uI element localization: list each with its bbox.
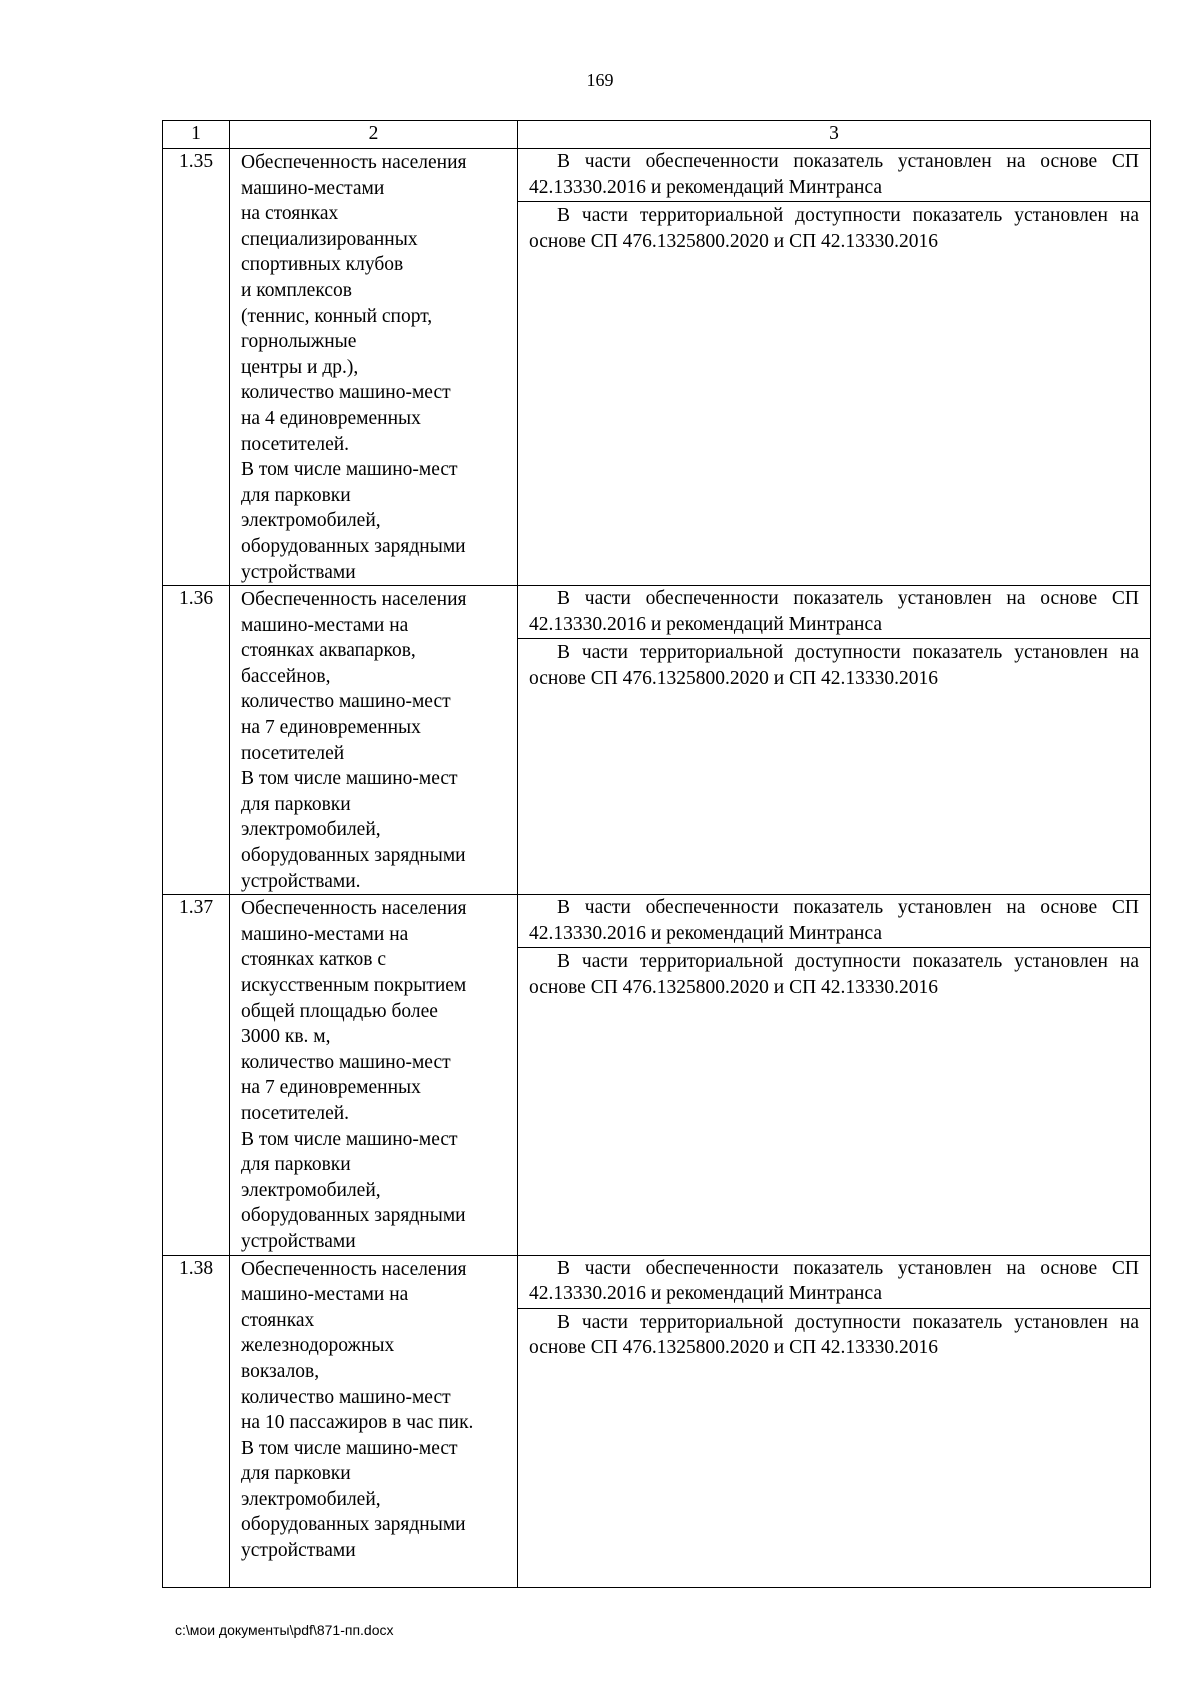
table-row xyxy=(163,586,1151,895)
description-line: посетителей xyxy=(241,742,345,764)
description-line: машино-местами на xyxy=(241,1284,409,1306)
description-line: Обеспеченность населения xyxy=(241,589,467,611)
description-line: количество машино-мест xyxy=(241,691,451,713)
provision-justification: В части обеспеченности показатель установлен на основе СП 42.13330.2016 и рекомендаций Минтранса xyxy=(529,1257,1139,1305)
description-line: оборудованных зарядными xyxy=(241,1514,466,1536)
description-line: общей площадью более xyxy=(241,1000,438,1022)
description-line: количество машино-мест xyxy=(241,382,451,404)
description-line: на 7 единовременных xyxy=(241,1077,421,1099)
description-line: оборудованных зарядными xyxy=(241,1205,466,1227)
description-line: машино-местами на xyxy=(241,614,409,636)
description-line: для парковки xyxy=(241,484,351,506)
description-line: горнолыжные xyxy=(241,331,357,353)
description-line: В том числе машино-мест xyxy=(241,1128,458,1150)
indicator-description xyxy=(230,1255,518,1587)
norms-table xyxy=(162,120,1151,1588)
description-line: бассейнов, xyxy=(241,665,331,687)
row-number: 1.35 xyxy=(163,149,230,586)
description-line: Обеспеченность населения xyxy=(241,898,467,920)
description-line: устройствами. xyxy=(241,870,361,892)
description-line: специализированных xyxy=(241,228,418,250)
description-line: на 7 единовременных xyxy=(241,717,421,739)
row-number: 1.36 xyxy=(163,586,230,895)
description-line: устройствами xyxy=(241,1230,356,1252)
table-row xyxy=(163,149,1151,586)
description-line: на 4 единовременных xyxy=(241,407,421,429)
description-line: центры и др.), xyxy=(241,356,359,378)
description-line: стоянках аквапарков, xyxy=(241,640,416,662)
description-line: вокзалов, xyxy=(241,1360,320,1382)
justification-cell xyxy=(518,149,1151,586)
description-line: на 10 пассажиров в час пик. xyxy=(241,1412,474,1434)
description-line: на стоянках xyxy=(241,203,339,225)
description-line: электромобилей, xyxy=(241,819,381,841)
description-line: В том числе машино-мест xyxy=(241,459,458,481)
accessibility-justification: В части территориальной доступности показатель установлен на основе СП 476.1325800.2020 и СП 42.13330.2016 xyxy=(518,638,1150,691)
column-header: 2 xyxy=(230,121,518,149)
description-line: спортивных клубов xyxy=(241,254,404,276)
justification-cell xyxy=(518,895,1151,1255)
row-number: 1.37 xyxy=(163,895,230,1255)
description-line: посетителей. xyxy=(241,1102,350,1124)
description-line: устройствами xyxy=(241,1540,356,1562)
description-line: оборудованных зарядными xyxy=(241,845,466,867)
description-line: машино-местами на xyxy=(241,923,409,945)
description-line: и комплексов xyxy=(241,279,352,301)
justification-cell xyxy=(518,1255,1151,1587)
description-line: электромобилей, xyxy=(241,1488,381,1510)
description-line: машино-местами xyxy=(241,177,385,199)
description-line: стоянках xyxy=(241,1309,315,1331)
column-header: 3 xyxy=(518,121,1151,149)
description-line: количество машино-мест xyxy=(241,1386,451,1408)
description-line: В том числе машино-мест xyxy=(241,1437,458,1459)
indicator-description xyxy=(230,149,518,586)
description-line: для парковки xyxy=(241,1463,351,1485)
accessibility-justification: В части территориальной доступности показатель установлен на основе СП 476.1325800.2020 и СП 42.13330.2016 xyxy=(518,947,1150,1000)
description-line: количество машино-мест xyxy=(241,1051,451,1073)
description-line: посетителей. xyxy=(241,433,350,455)
row-number: 1.38 xyxy=(163,1255,230,1587)
justification-cell xyxy=(518,586,1151,895)
indicator-description xyxy=(230,895,518,1255)
description-line: (теннис, конный спорт, xyxy=(241,305,433,327)
column-header: 1 xyxy=(163,121,230,149)
provision-justification: В части обеспеченности показатель установлен на основе СП 42.13330.2016 и рекомендаций Минтранса xyxy=(529,588,1139,635)
description-line: Обеспеченность населения xyxy=(241,152,467,173)
file-path-footer: c:\мои документы\pdf\871-пп.docx xyxy=(175,1622,394,1638)
table-header-row xyxy=(163,121,1151,149)
table-row xyxy=(163,895,1151,1255)
description-line: стоянках катков с xyxy=(241,949,386,971)
description-line: В том числе машино-мест xyxy=(241,768,458,790)
description-line: 3000 кв. м, xyxy=(241,1026,331,1048)
table-row xyxy=(163,1255,1151,1587)
description-line: Обеспеченность населения xyxy=(241,1258,467,1280)
description-line: искусственным покрытием xyxy=(241,975,467,996)
accessibility-justification: В части территориальной доступности показатель установлен на основе СП 476.1325800.2020 и СП 42.13330.2016 xyxy=(518,201,1150,254)
provision-justification: В части обеспеченности показатель установлен на основе СП 42.13330.2016 и рекомендаций Минтранса xyxy=(529,151,1139,198)
indicator-description xyxy=(230,586,518,895)
description-line: для парковки xyxy=(241,793,351,815)
description-line: оборудованных зарядными xyxy=(241,535,466,557)
description-line: железнодорожных xyxy=(241,1335,395,1357)
description-line: для парковки xyxy=(241,1154,351,1176)
description-line: устройствами xyxy=(241,561,356,583)
accessibility-justification: В части территориальной доступности показатель установлен на основе СП 476.1325800.2020 и СП 42.13330.2016 xyxy=(518,1308,1150,1361)
provision-justification: В части обеспеченности показатель установлен на основе СП 42.13330.2016 и рекомендаций Минтранса xyxy=(529,897,1139,944)
description-line: электромобилей, xyxy=(241,1179,381,1201)
description-line: электромобилей, xyxy=(241,510,381,532)
page-number: 169 xyxy=(586,70,614,90)
